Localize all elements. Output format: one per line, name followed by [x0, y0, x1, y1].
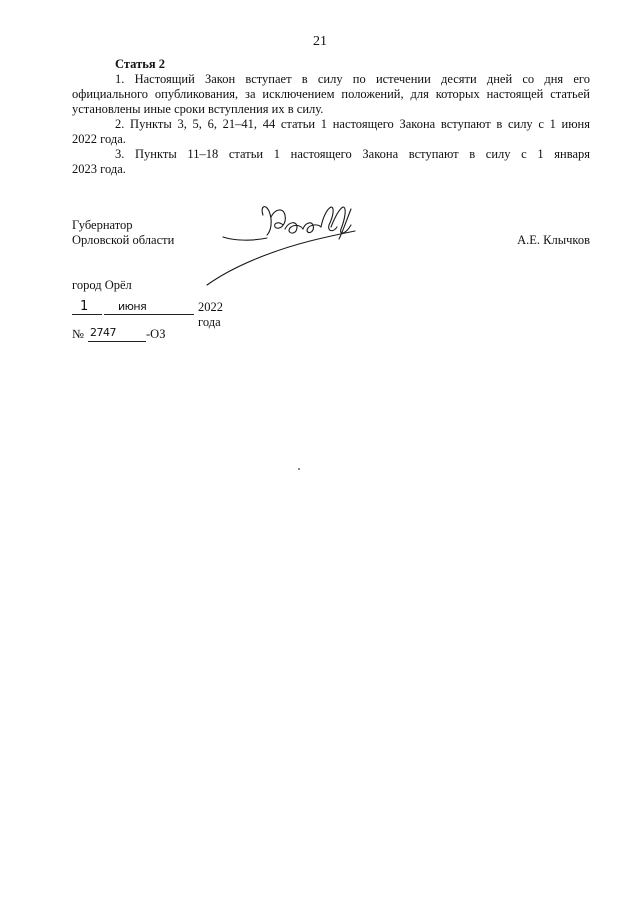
law-number: 2747 [90, 326, 116, 339]
number-sign: № [72, 327, 84, 341]
governor-title-line1: Губернатор [72, 218, 133, 232]
governor-title [72, 218, 174, 248]
governor-name: А.Е. Клычков [517, 233, 590, 247]
date-year: 2022 года [198, 300, 223, 329]
paragraph-2-first-line: 2. Пункты 3, 5, 6, 21–41, 44 статьи 1 настоящего Закона вступают в силу с 1 июня [115, 117, 590, 131]
paragraph-2-rest: 2022 года. [72, 132, 126, 146]
scan-speck [298, 468, 300, 470]
handwritten-signature [205, 195, 365, 287]
date-month: июня [118, 300, 147, 313]
paragraph-3-rest: 2023 года. [72, 162, 126, 176]
governor-title-line2: Орловской области [72, 233, 175, 247]
paragraph-1-rest: официального опубликования, за исключением положений, для которых настоящей статьей установлены иные сроки вступления их в силу. [72, 87, 590, 116]
law-number-suffix: -ОЗ [146, 327, 166, 341]
paragraph-3-first-line: 3. Пункты 11–18 статьи 1 настоящего Закона вступают в силу с 1 января [115, 147, 590, 161]
page-number: 21 [313, 34, 327, 49]
date-day: 1 [80, 299, 88, 314]
article-title: Статья 2 [115, 57, 165, 71]
paragraph-1-first-line: 1. Настоящий Закон вступает в силу по истечении десяти дней со дня его [115, 72, 590, 86]
article-section [72, 57, 590, 177]
city: город Орёл [72, 278, 132, 292]
